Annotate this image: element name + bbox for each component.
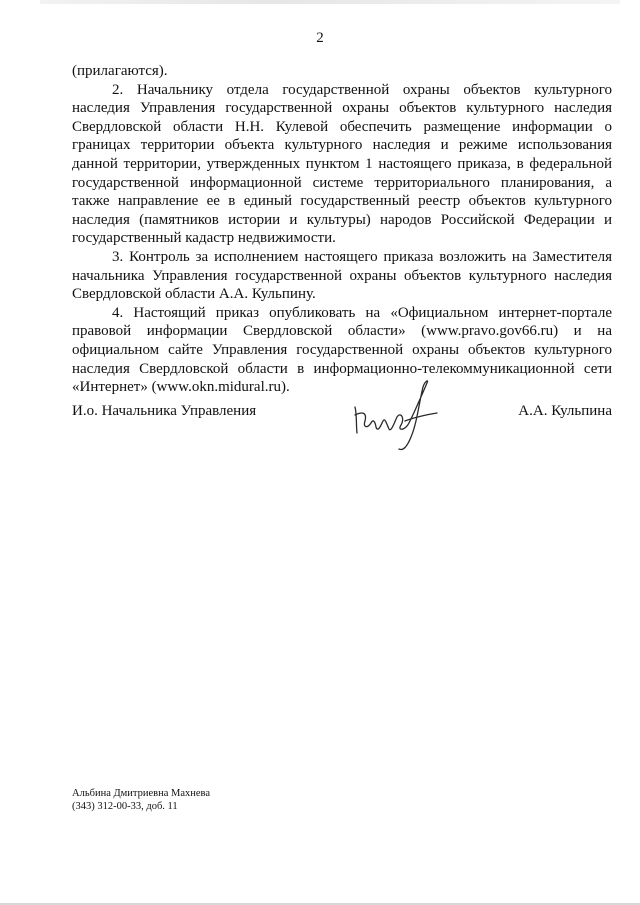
signatory-name: А.А. Кульпина xyxy=(518,403,612,419)
executor-name: Альбина Дмитриевна Махнева xyxy=(72,788,211,799)
scan-edge-top xyxy=(40,0,620,4)
page-number: 2 xyxy=(316,30,324,46)
paragraph-continuation: (прилагаются). xyxy=(72,63,168,79)
paragraph-item-4: 4. Настоящий приказ опубликовать на «Официальном интернет-портале правовой информации Свердловской области» (www.pravo.gov66.ru) и на официальном сайте Управления государственной охраны объектов культурного наследия Свердловской области в информационно-телекоммуникационной сети «Интернет» (www.okn.midural.ru). xyxy=(72,304,612,396)
paragraph-item-3: 3. Контроль за исполнением настоящего приказа возложить на Заместителя начальника Управления государственной охраны объектов культурного наследия Свердловской области А.А. Кульпину. xyxy=(72,248,612,303)
executor-phone: (343) 312-00-33, доб. 11 xyxy=(72,801,178,812)
paragraph-item-2: 2. Начальнику отдела государственной охраны объектов культурного наследия Управления государственной охраны объектов культурного наследия Свердловской области Н.Н. Кулевой обеспечить размещение информации о границах территории объекта культурного наследия и режиме использования данной территории, утвержденных пунктом 1 настоящего приказа, в федеральной государственной информационной системе территориального планирования, а также направление ее в единый государственный реестр объектов культурного наследия (памятников истории и культуры) народов Российской Федерации и государственный кадастр недвижимости. xyxy=(72,81,612,247)
signatory-position: И.о. Начальника Управления xyxy=(72,403,257,419)
executor-contact xyxy=(72,787,210,813)
handwritten-signature-icon xyxy=(345,375,445,455)
signature-block xyxy=(72,403,612,427)
document-body xyxy=(72,62,612,397)
